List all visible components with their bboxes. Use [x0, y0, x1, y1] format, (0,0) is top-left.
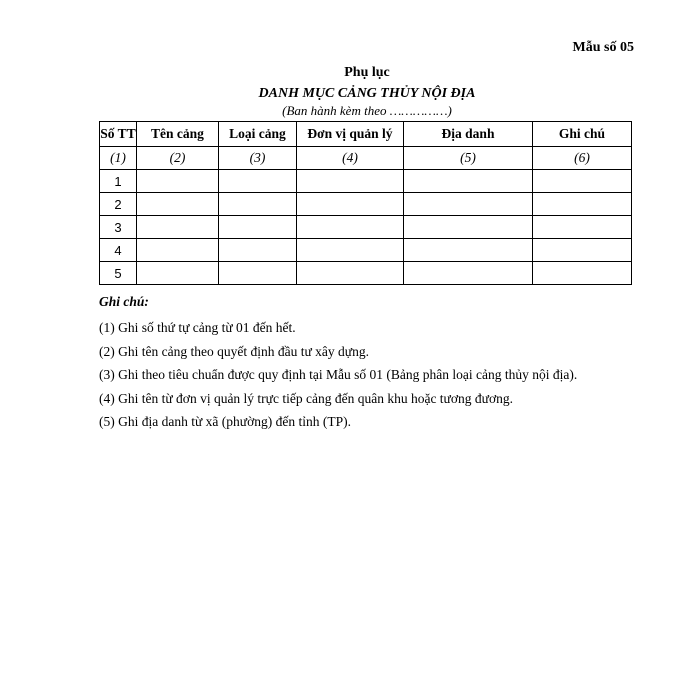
table-cell: 4 [100, 239, 137, 262]
index-cell: (4) [297, 147, 404, 170]
table-header-row [100, 122, 632, 147]
table-cell [137, 239, 219, 262]
table-cell [533, 170, 632, 193]
column-index-row [100, 147, 632, 170]
table-cell [297, 239, 404, 262]
table-row [100, 193, 632, 216]
table-cell: 2 [100, 193, 137, 216]
table-cell: 5 [100, 262, 137, 285]
table-cell [404, 193, 533, 216]
table-cell [533, 193, 632, 216]
table-cell [297, 170, 404, 193]
note-item: (5) Ghi địa danh từ xã (phường) đến tỉnh (TP). [99, 414, 351, 429]
column-header-port-type: Loại cảng [219, 122, 297, 147]
table-cell [219, 239, 297, 262]
column-header-location: Địa danh [404, 122, 533, 147]
note-item: (1) Ghi số thứ tự cảng từ 01 đến hết. [99, 320, 296, 335]
notes-title: Ghi chú: [99, 294, 149, 309]
column-header-notes: Ghi chú [533, 122, 632, 147]
port-list-table [99, 121, 632, 285]
table-cell [404, 262, 533, 285]
table-row [100, 239, 632, 262]
table-cell [219, 170, 297, 193]
document-subtitle: (Ban hành kèm theo ……………) [282, 103, 452, 118]
index-cell: (5) [404, 147, 533, 170]
index-cell: (2) [137, 147, 219, 170]
column-header-port-name: Tên cảng [137, 122, 219, 147]
table-cell [404, 239, 533, 262]
index-cell: (6) [533, 147, 632, 170]
table-cell [137, 262, 219, 285]
table-cell [297, 193, 404, 216]
appendix-heading: Phụ lục [344, 65, 390, 80]
table-cell: 3 [100, 216, 137, 239]
table-cell [219, 193, 297, 216]
table-cell [533, 216, 632, 239]
index-cell: (1) [100, 147, 137, 170]
index-cell: (3) [219, 147, 297, 170]
table-cell [404, 216, 533, 239]
document-title: DANH MỤC CẢNG THỦY NỘI ĐỊA [258, 86, 476, 101]
table-cell [219, 216, 297, 239]
table-row [100, 216, 632, 239]
table-cell [297, 262, 404, 285]
table-row [100, 170, 632, 193]
note-item: (3) Ghi theo tiêu chuẩn được quy định tại Mẫu số 01 (Bảng phân loại cảng thủy nội địa). [99, 367, 578, 382]
table-cell [533, 239, 632, 262]
table-cell [219, 262, 297, 285]
table-cell: 1 [100, 170, 137, 193]
table-cell [137, 216, 219, 239]
table-cell [297, 216, 404, 239]
note-item: (4) Ghi tên từ đơn vị quản lý trực tiếp cảng đến quân khu hoặc tương đương. [99, 390, 513, 406]
table-cell [137, 193, 219, 216]
table-cell [404, 170, 533, 193]
table-cell [137, 170, 219, 193]
table-cell [533, 262, 632, 285]
notes-section [99, 294, 639, 434]
table-row [100, 262, 632, 285]
column-header-managing-unit: Đơn vị quản lý [297, 122, 404, 147]
column-header-stt: Số TT [100, 122, 137, 147]
note-item: (2) Ghi tên cảng theo quyết định đầu tư xây dựng. [99, 343, 369, 359]
form-number: Mẫu số 05 [572, 40, 634, 55]
